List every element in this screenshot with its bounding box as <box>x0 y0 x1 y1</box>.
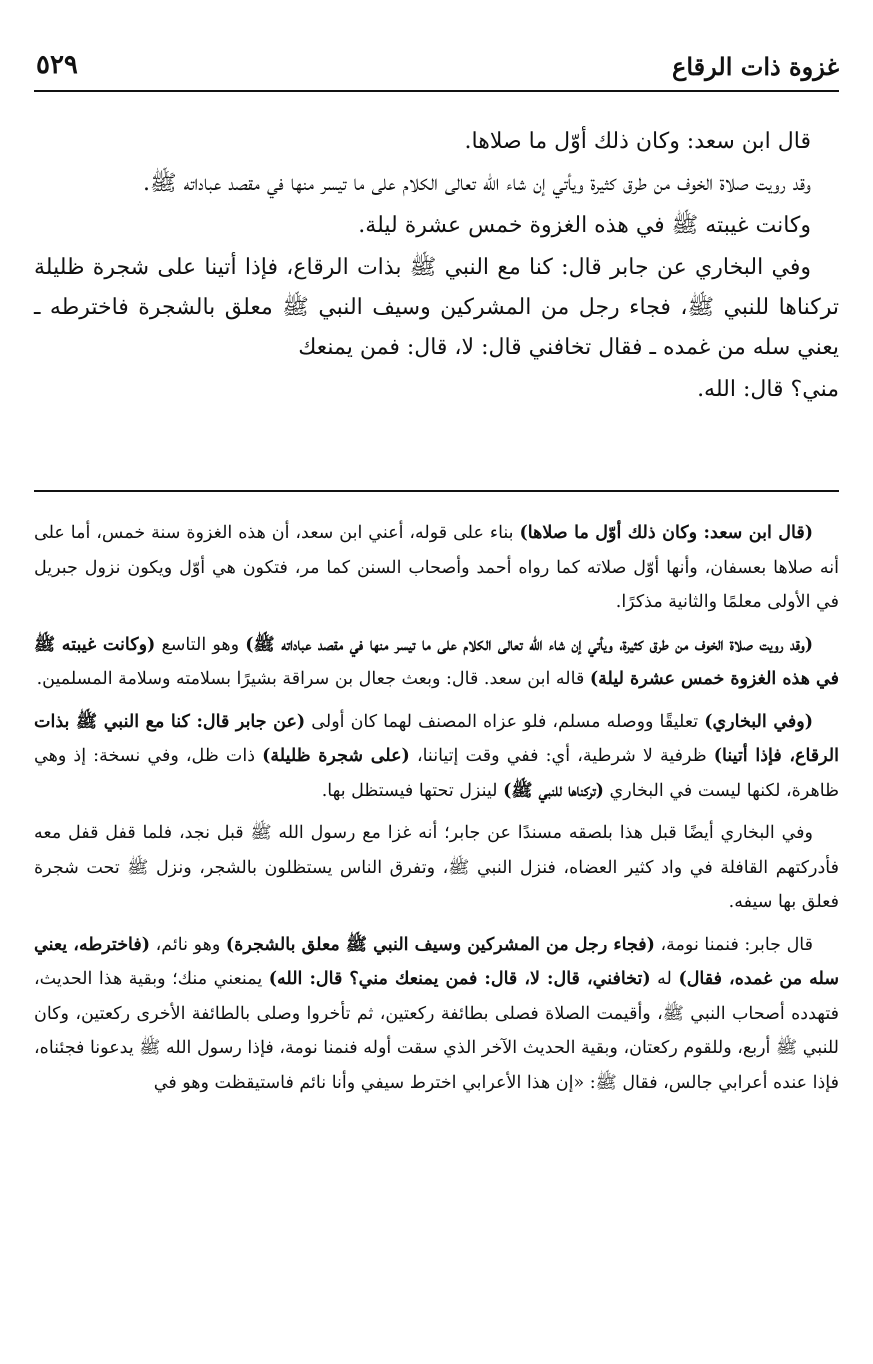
commentary-paragraph-4 <box>34 816 839 920</box>
commentary-text: ظرفية لا شرطية، أي: ففي وقت إتياننا، <box>409 746 714 766</box>
commentary-text: وفي البخاري أيضًا قبل هذا بلصقه مسندًا عن جابر؛ أنه غزا مع رسول الله ﷺ قبل نجد، فلما قفل قفل معه فأدركتهم القافلة في واد كثير العضاه، فنزل النبي ﷺ، وتفرق الناس يستظلون بالشجر، ونزل ﷺ تحت شجرة فعلق بها سيفه. <box>34 823 839 912</box>
running-header <box>34 52 839 92</box>
main-paragraph-4: وفي البخاري عن جابر قال: كنا مع النبي ﷺ بذات الرقاع، فإذا أتينا على شجرة ظليلة تركناها للنبي ﷺ، فجاء رجل من المشركين وسيف النبي ﷺ معلق بالشجرة فاخترطه ـ يعني سله من غمده ـ فقال تخافني قال: لا، قال: فمن يمنعك <box>34 255 839 360</box>
quoted-text: (قال ابن سعد: وكان ذلك أوّل ما صلاها) <box>519 523 813 543</box>
commentary-text: له <box>650 969 679 989</box>
commentary-text: قال جابر: فنمنا نومة، <box>654 934 813 955</box>
commentary-paragraph-2 <box>34 628 839 697</box>
quoted-text: (وقد رويت صلاة الخوف من طرق كثيرة، ويأتي إن شاء الله تعالى الكلام على ما تيسر منها في مقصد عباداته ﷺ) <box>245 634 813 655</box>
commentary-text: ذات ظل، وفي نسخة: إذ وهي ظاهرة، لكنها ليست في البخاري <box>34 746 839 801</box>
quoted-text: (تركناها للنبي ﷺ) <box>503 780 604 801</box>
quoted-text: (عن جابر قال: كنا مع النبي ﷺ بذات الرقاع، فإذا أتينا) <box>34 711 839 766</box>
commentary-text: بناء على قوله، أعني ابن سعد، أن هذه الغزوة سنة خمس، أما على أنه صلاها بعسفان، وأنها أوّل صلاته كما رواه أحمد وأصحاب السنن كما مر، فتكون هي أوّل ويكون نزول جبريل في الأولى معلمًا والثانية مذكرًا. <box>34 523 839 612</box>
commentary-text: تعليقًا ووصله مسلم، فلو عزاه المصنف لهما كان أولى <box>305 711 705 732</box>
commentary <box>34 516 839 1108</box>
commentary-text: يمنعني منك؛ وبقية هذا الحديث، فتهدده أصحاب النبي ﷺ، وأقيمت الصلاة فصلى بطائفة ركعتين، ثم تأخروا وصلى بالطائفة الأخرى ركعتين، وكان للنبي ﷺ أربع، وللقوم ركعتان، وبقية الحديث الآخر الذي سقت أوله فنمنا نومة، فإذا رسول الله ﷺ يدعونا فجئناه، فإذا عنده أعرابي جالس، فقال ﷺ: «إن هذا الأعرابي اخترط سيفي وأنا نائم فاستيقظت وهو في <box>34 969 839 1093</box>
commentary-divider <box>34 490 839 492</box>
quoted-text: (على شجرة ظليلة) <box>262 746 410 766</box>
commentary-text: وهو التاسع <box>155 634 246 655</box>
main-text <box>34 122 839 412</box>
main-paragraph-1: قال ابن سعد: وكان ذلك أوّل ما صلاها. <box>464 129 811 154</box>
quoted-text: (تخافني، قال: لا، قال: فمن يمنعك مني؟ قال: الله) <box>268 969 651 989</box>
commentary-text: قاله ابن سعد. قال: وبعث جعال بن سراقة بشيرًا بسلامته وسلامة المسلمين. <box>36 669 590 689</box>
commentary-paragraph-1 <box>34 516 839 620</box>
header-rule <box>34 90 839 92</box>
commentary-text: وهو نائم، <box>150 934 226 955</box>
commentary-paragraph-3 <box>34 705 839 809</box>
quoted-text: (فجاء رجل من المشركين وسيف النبي ﷺ معلق بالشجرة) <box>225 934 655 955</box>
chapter-title: غزوة ذات الرقاع <box>672 52 839 81</box>
main-paragraph-5: مني؟ قال: الله. <box>697 377 839 402</box>
main-paragraph-3: وكانت غيبته ﷺ في هذه الغزوة خمس عشرة ليلة. <box>358 213 811 238</box>
quoted-text: (وكانت غيبته ﷺ في هذه الغزوة خمس عشرة ليلة) <box>34 634 839 689</box>
main-paragraph-2: وقد رويت صلاة الخوف من طرق كثيرة ويأتي إن شاء الله تعالى الكلام على ما تيسر منها في مقصد عباداته ﷺ. <box>143 171 811 196</box>
commentary-paragraph-5 <box>34 928 839 1101</box>
quoted-text: (وفي البخاري) <box>704 711 814 732</box>
page-number: ٥٢٩ <box>36 50 78 80</box>
quoted-text: (فاخترطه، يعني سله من غمده، فقال) <box>34 934 839 989</box>
commentary-text: لينزل تحتها فيستظل بها. <box>321 780 504 801</box>
